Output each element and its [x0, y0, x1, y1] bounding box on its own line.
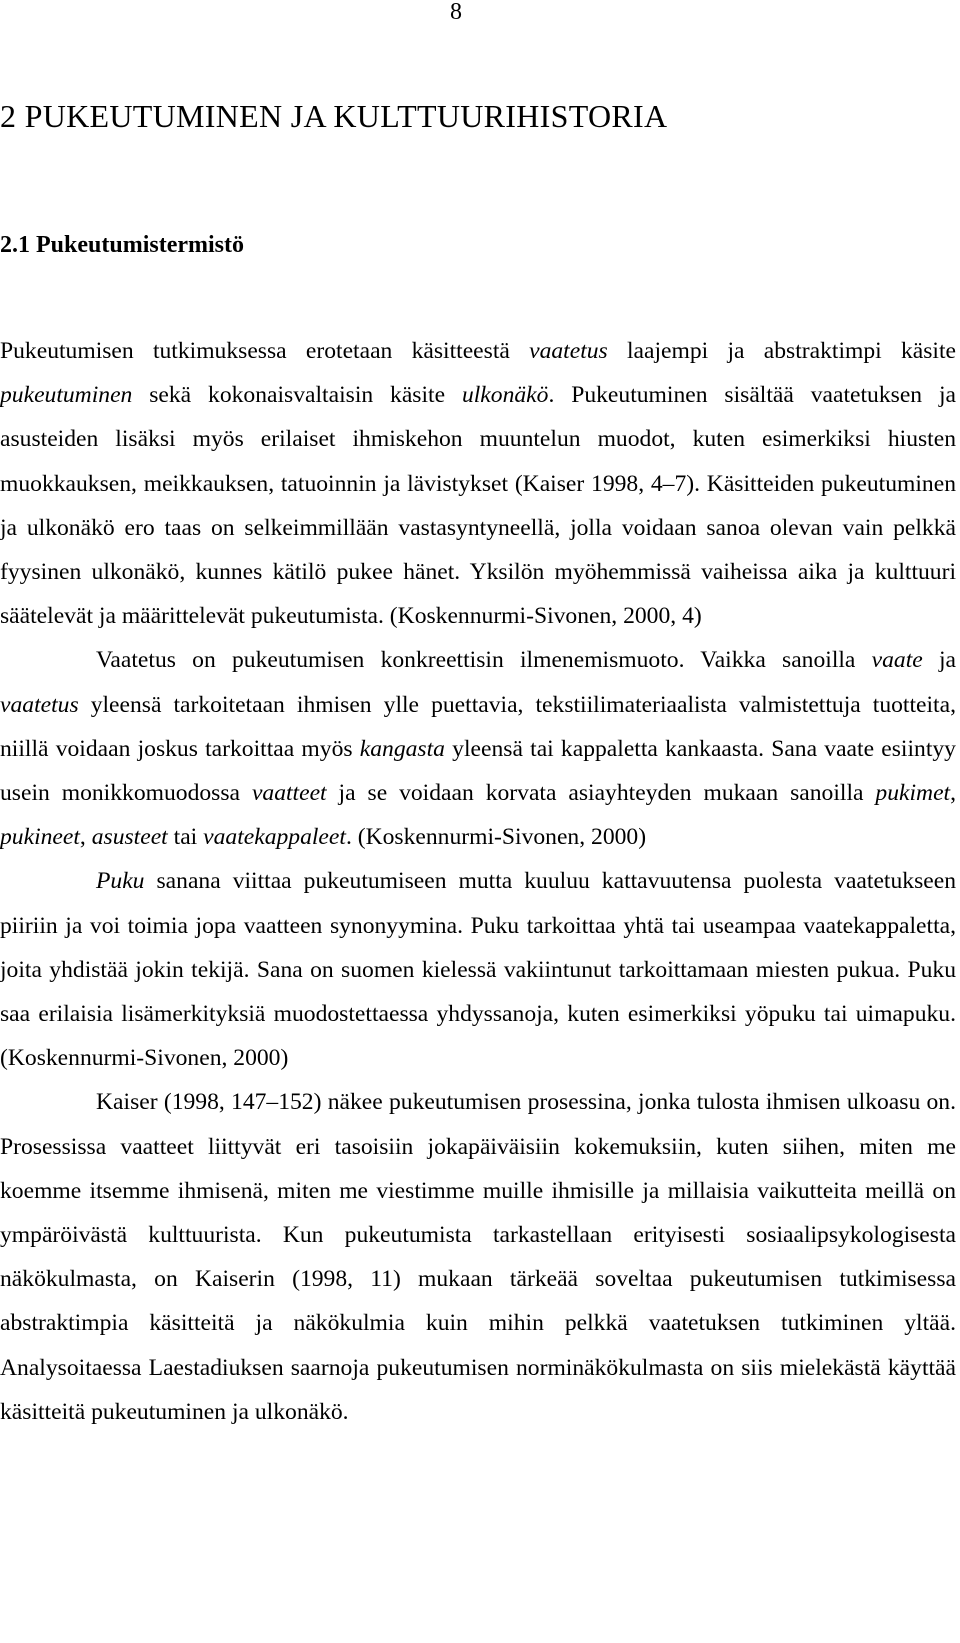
- body-text: [0, 329, 956, 1434]
- text-run: tai: [167, 824, 204, 851]
- italic-term: pukineet: [0, 824, 80, 851]
- paragraph-2: [0, 638, 956, 859]
- page-number: [0, 0, 960, 28]
- text-run: ja se voidaan korvata asiayhteyden mukaan sanoilla: [326, 780, 876, 807]
- section-title: 2.1 Pukeutumistermistö: [0, 232, 244, 258]
- italic-term: kangasta: [359, 735, 445, 762]
- italic-term: vaate: [871, 647, 923, 674]
- italic-term: vaatekappaleet: [203, 824, 346, 851]
- paragraph-4: [0, 1080, 956, 1434]
- paragraph-3: [0, 859, 956, 1080]
- italic-term: pukeutuminen: [0, 382, 133, 409]
- text-run: Vaatetus on pukeutumisen konkreettisin ilmenemismuoto. Vaikka sanoilla: [96, 647, 872, 674]
- text-run: Kaiser (1998, 147–152) näkee pukeutumisen prosessina, jonka tulosta ihmisen ulkoasu on. Prosessissa vaatteet liittyvät eri tasoisiin jokapäiväisiin kokemuksiin, kuten siihen, miten me koemme itsemme ihmisenä, miten me viestimme muille ihmisille ja millaisia vaikutteita meillä on ympäröivästä kulttuurista. Kun pukeutumista tarkastellaan erityisesti sosiaalipsykologisesta näkökulmasta, on Kaiserin (1998, 11) mukaan tärkeää soveltaa pukeutumisen tutkimisessa abstraktimpia käsitteitä ja näkökulmia kuin mihin pelkkä vaatetuksen tutkiminen yltää. Analysoitaessa Laestadiuksen saarnoja pukeutumisen norminäkökulmasta on siis mielekästä käyttää käsitteitä pukeutuminen ja ulkonäkö.: [0, 1089, 956, 1425]
- text-run: ,: [79, 824, 92, 851]
- text-run: sanana viittaa pukeutumiseen mutta kuuluu kattavuutensa puolesta vaatetukseen piiriin ja voi toimia jopa vaatteen synonyymina. Puku tarkoittaa yhtä tai useampaa vaatekappaletta, joita yhdistää jokin tekijä. Sana on suomen kielessä vakiintunut tarkoittamaan miesten pukua. Puku saa erilaisia lisämerkityksiä muodostettaessa yhdyssanoja, kuten esimerkiksi yöpuku tai uimapuku. (Koskennurmi-Sivonen, 2000): [0, 868, 956, 1072]
- italic-term: Puku: [96, 868, 145, 895]
- paragraph-1: [0, 329, 956, 638]
- text-run: yleensä tai kappaletta kankaasta. Sana vaate esiintyy usein monikkomuodossa: [0, 735, 956, 807]
- italic-term: vaatetus: [529, 338, 608, 364]
- text-run: ,: [950, 780, 956, 807]
- page-number-text: 8: [450, 0, 462, 25]
- text-run: . Pukeutuminen sisältää vaatetuksen ja asusteiden lisäksi myös erilaiset ihmiskehon muuntelun muodot, kuten esimerkiksi hiusten muokkauksen, meikkauksen, tatuoinnin ja lävistykset (Kaiser 1998, 4–7). Käsitteiden pukeutuminen ja ulkonäkö ero taas on selkeimmillään vastasyntyneellä, jolla voidaan sanoa olevan vain pelkkä fyysinen ulkonäkö, kunnes kätilö pukee hänet. Yksilön myöhemmissä vaiheissa aika ja kulttuuri säätelevät ja määrittelevät pukeutumista. (Koskennurmi-Sivonen, 2000, 4): [0, 382, 956, 630]
- chapter-title: 2 PUKEUTUMINEN JA KULTTUURIHISTORIA: [0, 98, 668, 134]
- text-run: yleensä tarkoitetaan ihmisen ylle puettavia, tekstiilimateriaalista valmistettuja tuotteita, niillä voidaan joskus tarkoittaa myös: [0, 691, 956, 762]
- italic-term: ulkonäkö: [461, 382, 549, 409]
- text-run: Pukeutumisen tutkimuksessa erotetaan käsitteestä: [0, 338, 530, 364]
- text-run: sekä kokonaisvaltaisin käsite: [132, 382, 462, 409]
- text-run: ja: [922, 647, 956, 674]
- text-run: laajempi ja abstraktimpi käsite: [607, 338, 956, 364]
- italic-term: vaatteet: [251, 780, 327, 807]
- italic-term: asusteet: [91, 824, 168, 851]
- italic-term: pukimet: [875, 780, 951, 807]
- italic-term: vaatetus: [0, 691, 79, 718]
- text-run: . (Koskennurmi-Sivonen, 2000): [345, 824, 647, 851]
